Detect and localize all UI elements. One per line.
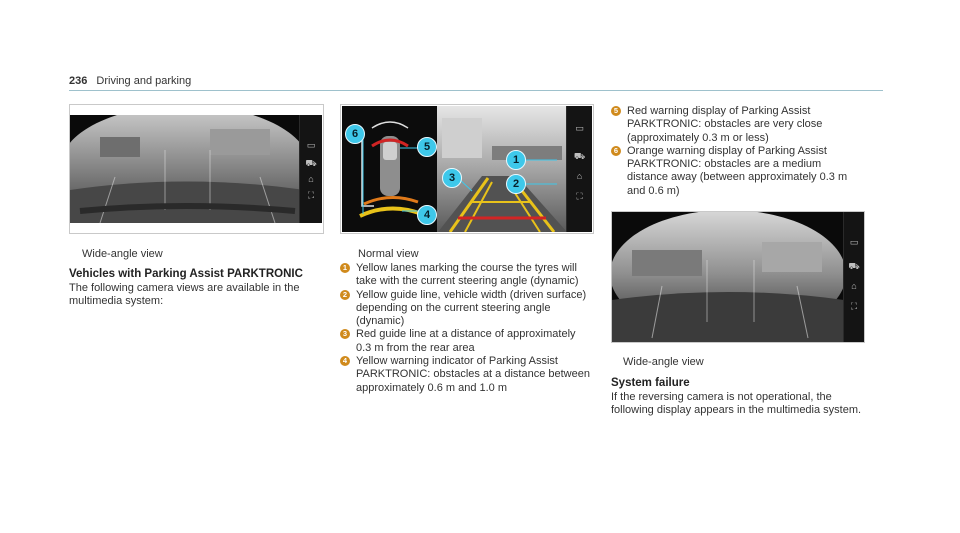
list-text: Yellow warning indicator of Parking Assist PARKTRONIC: obstacles at a distance between approximately 0.6 m and 1.0 m (356, 355, 590, 394)
camera-icon[interactable]: ▭ (306, 140, 316, 150)
car-rear-icon[interactable]: ⛶ (576, 191, 583, 201)
seat-icon[interactable]: ⌂ (851, 281, 857, 291)
section-heading-failure: System failure (611, 377, 690, 389)
list-item (611, 145, 863, 198)
callout-marker: 1 (506, 150, 526, 170)
list-number: 1 (340, 263, 350, 273)
list-number: 6 (611, 146, 621, 156)
list-item (340, 289, 590, 329)
list-item (611, 105, 863, 145)
section-heading-vehicles: Vehicles with Parking Assist PARKTRONIC (69, 268, 303, 280)
list-item (340, 328, 590, 355)
list-number: 2 (340, 290, 350, 300)
header-rule (69, 90, 883, 91)
normal-view-image (342, 106, 592, 232)
callout-marker: 6 (345, 124, 365, 144)
car-top-icon[interactable]: ⛟ (573, 151, 586, 161)
figure-caption: Wide-angle view (82, 248, 163, 260)
camera-image-wide (612, 212, 864, 342)
camera-screen-normal (342, 106, 592, 232)
list-text: Yellow guide line, vehicle width (driven surface) depending on the current steering angle (dynamic) (356, 288, 587, 328)
normal-view-icon-column (566, 106, 592, 232)
list-text: Red guide line at a distance of approximately 0.3 m from the rear area (356, 328, 576, 354)
wide-view-icon-column (843, 212, 864, 342)
callout-marker: 5 (417, 137, 437, 157)
running-header (69, 75, 191, 87)
figure-normal-view (340, 104, 594, 234)
camera-icon[interactable]: ▭ (849, 237, 859, 247)
section-title: Driving and parking (96, 75, 192, 87)
callout-marker: 2 (506, 174, 526, 194)
list-number: 3 (340, 329, 350, 339)
figure-caption: Normal view (358, 248, 419, 260)
section-text-failure: If the reversing camera is not operational, the following display appears in the multimedia system. (611, 391, 862, 417)
normal-view-legend-continued (611, 105, 863, 198)
list-text: Orange warning display of Parking Assist PARKTRONIC: obstacles are a medium distance away (between approximately 0.3 m and 0.6 m) (627, 144, 848, 197)
page-number: 236 (69, 75, 88, 87)
list-number: 4 (340, 356, 350, 366)
list-item (340, 262, 590, 289)
camera-image (70, 115, 322, 223)
seat-icon[interactable]: ⌂ (308, 174, 314, 184)
camera-screen-wide (612, 212, 864, 342)
car-top-icon[interactable]: ⛟ (848, 261, 860, 271)
list-item (340, 355, 590, 395)
list-text: Red warning display of Parking Assist PARKTRONIC: obstacles are very close (approximately 0.3 m or less) (627, 105, 823, 144)
camera-icon-column (299, 115, 322, 223)
callout-marker: 4 (417, 205, 437, 225)
normal-view-legend (340, 262, 590, 395)
figure-wide-angle (69, 104, 324, 234)
car-rear-icon[interactable]: ⛶ (850, 301, 858, 311)
figure-wide-angle-2 (611, 211, 865, 343)
callout-marker: 3 (442, 168, 462, 188)
car-rear-icon[interactable]: ⛶ (307, 190, 315, 200)
car-top-icon[interactable]: ⛟ (305, 158, 317, 168)
list-text: Yellow lanes marking the course the tyres will take with the current steering angle (dynamic) (356, 262, 579, 288)
camera-icon[interactable]: ▭ (575, 123, 584, 133)
figure-caption: Wide-angle view (623, 356, 704, 368)
camera-screen (70, 115, 322, 223)
section-text-vehicles: The following camera views are available in the multimedia system: (69, 282, 300, 308)
list-number: 5 (611, 106, 621, 116)
seat-icon[interactable]: ⌂ (576, 171, 583, 181)
